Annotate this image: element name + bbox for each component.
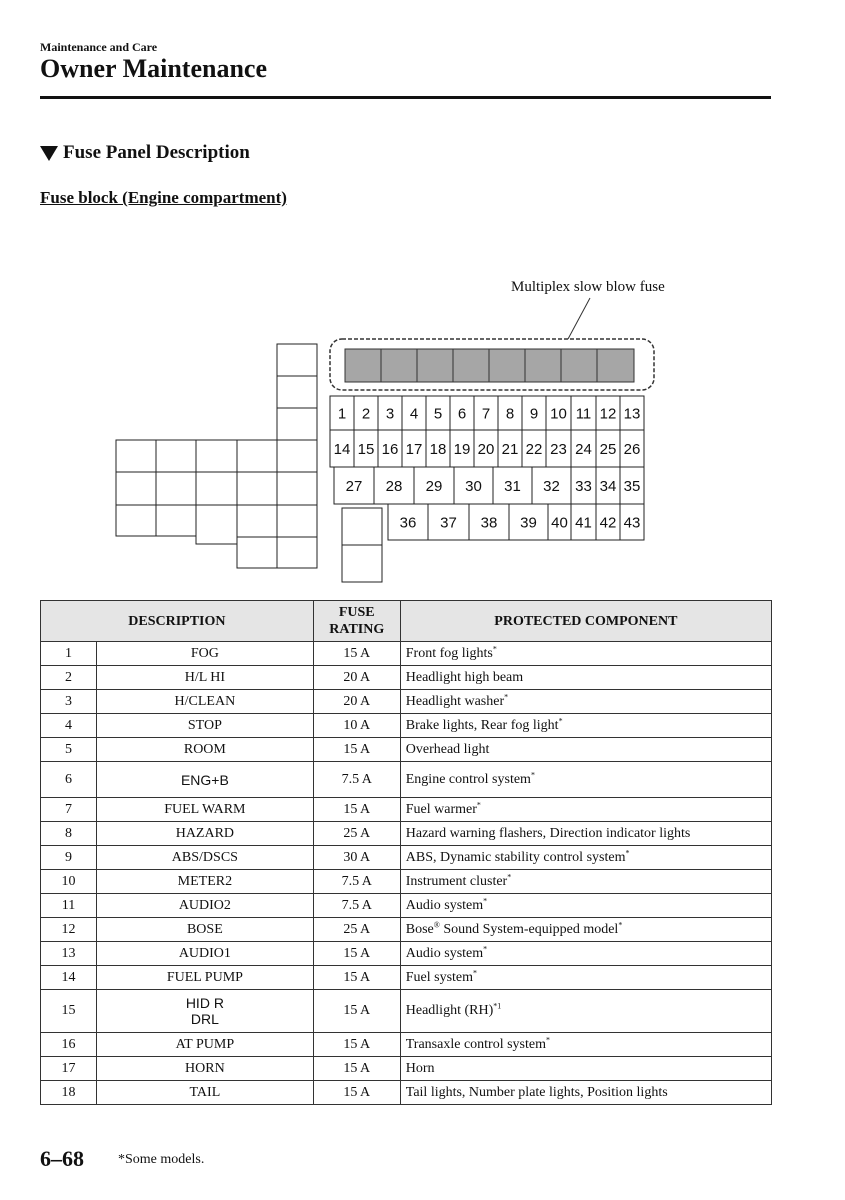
fuse-number: 1: [41, 642, 97, 666]
fuse-number-label: 6: [457, 405, 467, 423]
fuse-number-label: 3: [385, 405, 395, 423]
fuse-number-label: 23: [550, 441, 567, 458]
fuse-number-label: 11: [575, 405, 592, 423]
protected-component-text: Hazard warning flashers, Direction indicator lights: [405, 825, 691, 841]
table-row: [41, 1033, 772, 1057]
page-title: Owner Maintenance: [40, 54, 267, 83]
fuse-description: ENG+B: [97, 762, 314, 798]
protected-component: [400, 918, 771, 942]
fuse-number-label: 9: [529, 405, 539, 423]
footnote-marker: *: [483, 943, 488, 953]
fuse-number-label: 5: [433, 405, 443, 423]
subsection-heading: Fuse block (Engine compartment): [40, 188, 287, 207]
protected-component: [400, 846, 771, 870]
fuse-number-label: 2: [361, 405, 371, 423]
fuse-number: 12: [41, 918, 97, 942]
fuse-number-label: 24: [575, 441, 592, 458]
fuse-rating: 20 A: [313, 690, 400, 714]
fuse-description: FOG: [97, 642, 314, 666]
fuse-number-label: 43: [623, 514, 641, 532]
protected-component: [400, 966, 771, 990]
fuse-number: 9: [41, 846, 97, 870]
footnote-marker: *1: [493, 1001, 502, 1011]
fuse-rating: 15 A: [313, 798, 400, 822]
multiplex-fuse-group: [330, 279, 665, 390]
fuse-number-label: 13: [623, 405, 641, 423]
fuse-number: 15: [41, 990, 97, 1033]
table-header-row: [41, 601, 772, 642]
fuse-number-label: 36: [399, 514, 417, 532]
protected-component-text: Instrument cluster: [405, 873, 508, 889]
fuse-description: AUDIO2: [97, 894, 314, 918]
fuse-table: [40, 600, 772, 1105]
footnote-marker: *: [546, 1034, 550, 1044]
fuse-number-label: 14: [333, 441, 351, 458]
fuse-number-label: 34: [599, 478, 617, 495]
protected-component-text: Headlight high beam: [405, 669, 524, 685]
protected-component-text: Fuel system: [405, 969, 474, 985]
header-protected-component: PROTECTED COMPONENT: [400, 601, 771, 642]
fuse-description: STOP: [97, 714, 314, 738]
table-row: [41, 990, 772, 1033]
protected-component-text-b: Sound System-equipped model: [439, 921, 619, 937]
protected-component-text: Headlight washer: [405, 693, 505, 709]
footnote-marker: *: [476, 799, 481, 809]
fuse-number-label: 27: [345, 478, 363, 495]
fuse-number-label: 39: [520, 514, 537, 532]
fuse-number-label: 8: [505, 405, 515, 423]
table-row: [41, 762, 772, 798]
protected-component: [400, 738, 771, 762]
fuse-number-label: 18: [429, 441, 447, 458]
protected-component: [400, 762, 771, 798]
header-fuse-rating-line1: FUSE: [338, 605, 375, 620]
fuse-description: AT PUMP: [97, 1033, 314, 1057]
fuse-rating: 15 A: [313, 642, 400, 666]
table-row: [41, 738, 772, 762]
fuse-number-label: 41: [575, 514, 592, 532]
protected-component: [400, 798, 771, 822]
fuse-description: TAIL: [97, 1081, 314, 1105]
fuse-number-label: 17: [405, 441, 423, 458]
table-row: [41, 942, 772, 966]
fuse-number: 16: [41, 1033, 97, 1057]
fuse-number-label: 40: [551, 514, 568, 532]
protected-component-text: ABS, Dynamic stability control system: [405, 849, 626, 865]
footnote-marker: *: [530, 769, 535, 779]
protected-component-text-a: Bose: [405, 921, 434, 937]
fuse-number: 13: [41, 942, 97, 966]
fuse-number-label: 42: [599, 514, 617, 532]
protected-component: [400, 1057, 771, 1081]
protected-component-text: Fuel warmer: [405, 801, 477, 817]
fuse-number-label: 16: [381, 441, 399, 458]
fuse-description: BOSE: [97, 918, 314, 942]
protected-component-text: Horn: [405, 1060, 435, 1076]
table-row: [41, 690, 772, 714]
fuse-number: 3: [41, 690, 97, 714]
fuse-description: H/L HI: [97, 666, 314, 690]
table-row: [41, 870, 772, 894]
fuse-rating: 30 A: [313, 846, 400, 870]
footnote-marker: *: [492, 643, 497, 653]
fuse-number-label: 35: [623, 478, 641, 495]
fuse-rating: 15 A: [313, 1057, 400, 1081]
fuse-number-label: 12: [599, 405, 617, 423]
footnote-marker: *: [483, 895, 488, 905]
protected-component: [400, 894, 771, 918]
fuse-number-label: 19: [453, 441, 471, 458]
fuse-number-label: 29: [425, 478, 443, 495]
page-number: 6–68: [40, 1146, 84, 1171]
footnote-marker: *: [473, 967, 478, 977]
fuse-rating: 15 A: [313, 942, 400, 966]
section-label: Maintenance and Care: [40, 40, 158, 54]
fuse-number-label: 21: [501, 441, 519, 458]
fuse-rating: 15 A: [313, 990, 400, 1033]
protected-component-text: Overhead light: [405, 741, 490, 757]
fuse-number-label: 4: [409, 405, 419, 423]
fuse-number-label: 32: [543, 478, 560, 495]
fuse-description: ABS/DSCS: [97, 846, 314, 870]
footnote: *Some models.: [118, 1152, 205, 1167]
fuse-number-label: 26: [623, 441, 641, 458]
fuse-description: ROOM: [97, 738, 314, 762]
fuse-description: HAZARD: [97, 822, 314, 846]
protected-component: [400, 942, 771, 966]
footnote-marker: *: [625, 847, 630, 857]
fuse-rating: 10 A: [313, 714, 400, 738]
header-fuse-rating-line2: RATING: [329, 622, 385, 637]
footnote-marker: *: [507, 871, 512, 881]
fuse-number-label: 33: [575, 478, 592, 495]
fuse-number: 17: [41, 1057, 97, 1081]
protected-component-text: Front fog lights: [405, 645, 493, 661]
protected-component: [400, 990, 771, 1033]
protected-component: [400, 1033, 771, 1057]
fuse-number: 5: [41, 738, 97, 762]
left-relay-block: [116, 344, 317, 568]
fuse-rating: 15 A: [313, 966, 400, 990]
registered-mark: ®: [433, 919, 440, 929]
protected-component-text: Headlight (RH): [405, 1003, 494, 1018]
fuse-number: 14: [41, 966, 97, 990]
fuse-description: AUDIO1: [97, 942, 314, 966]
fuse-description: FUEL PUMP: [97, 966, 314, 990]
protected-component: [400, 1081, 771, 1105]
fuse-description: [97, 990, 314, 1033]
fuse-number: 7: [41, 798, 97, 822]
footnote-marker: *: [618, 919, 623, 929]
fuse-rating: 15 A: [313, 1081, 400, 1105]
protected-component: [400, 870, 771, 894]
fuse-description-line2: DRL: [190, 1011, 219, 1027]
fuse-number-label: 38: [480, 514, 498, 532]
header-description: DESCRIPTION: [41, 601, 314, 642]
fuse-number: 4: [41, 714, 97, 738]
callout-label: Multiplex slow blow fuse: [511, 279, 665, 295]
table-row: [41, 798, 772, 822]
fuse-number: 2: [41, 666, 97, 690]
fuse-number: 6: [41, 762, 97, 798]
protected-component-text: Transaxle control system: [405, 1036, 546, 1052]
protected-component-text: Brake lights, Rear fog light: [405, 717, 559, 733]
protected-component-text: Audio system: [405, 945, 484, 961]
fuse-number-label: 10: [550, 405, 567, 423]
table-row: [41, 642, 772, 666]
table-row: [41, 1081, 772, 1105]
table-row: [41, 894, 772, 918]
protected-component-text: Tail lights, Number plate lights, Position lights: [405, 1084, 668, 1100]
table-row: [41, 1057, 772, 1081]
fuse-rating: 20 A: [313, 666, 400, 690]
fuse-number-label: 15: [357, 441, 375, 458]
protected-component: [400, 666, 771, 690]
table-row: [41, 966, 772, 990]
fuse-number-label: 28: [385, 478, 403, 495]
fuse-number-label: 37: [440, 514, 457, 532]
table-row: [41, 822, 772, 846]
fuse-number: 11: [41, 894, 97, 918]
protected-component-text: Engine control system: [405, 771, 531, 787]
fuse-description: METER2: [97, 870, 314, 894]
fuse-number: 18: [41, 1081, 97, 1105]
header-fuse-rating: [313, 601, 400, 642]
fuse-number-label: 7: [481, 405, 491, 423]
protected-component-text: Audio system: [405, 897, 484, 913]
protected-component: [400, 642, 771, 666]
protected-component: [400, 714, 771, 738]
fuse-number-label: 25: [599, 441, 617, 458]
fuse-description: H/CLEAN: [97, 690, 314, 714]
fuse-rating: 15 A: [313, 738, 400, 762]
fuse-number-label: 22: [525, 441, 543, 458]
fuse-rating: 25 A: [313, 918, 400, 942]
footnote-marker: *: [558, 715, 563, 725]
table-row: [41, 846, 772, 870]
fuse-rating: 7.5 A: [313, 894, 400, 918]
fuse-number-label: 30: [465, 478, 482, 495]
protected-component: [400, 690, 771, 714]
fuse-number-label: 31: [504, 478, 521, 495]
table-row: [41, 666, 772, 690]
fuse-description: HORN: [97, 1057, 314, 1081]
fuse-rating: 15 A: [313, 1033, 400, 1057]
section-heading-text: Fuse Panel Description: [63, 142, 250, 163]
fuse-number-label: 20: [477, 441, 495, 458]
fuse-description-line1: HID R: [185, 995, 224, 1011]
table-row: [41, 918, 772, 942]
footnote-marker: *: [504, 691, 509, 701]
table-row: [41, 714, 772, 738]
protected-component: [400, 822, 771, 846]
fuse-rating: 7.5 A: [313, 870, 400, 894]
fuse-number: 8: [41, 822, 97, 846]
fuse-number: 10: [41, 870, 97, 894]
fuse-rating: 7.5 A: [313, 762, 400, 798]
fuse-rating: 25 A: [313, 822, 400, 846]
fuse-number-label: 1: [337, 405, 347, 423]
small-relay-block: [342, 508, 382, 582]
fuse-description: FUEL WARM: [97, 798, 314, 822]
